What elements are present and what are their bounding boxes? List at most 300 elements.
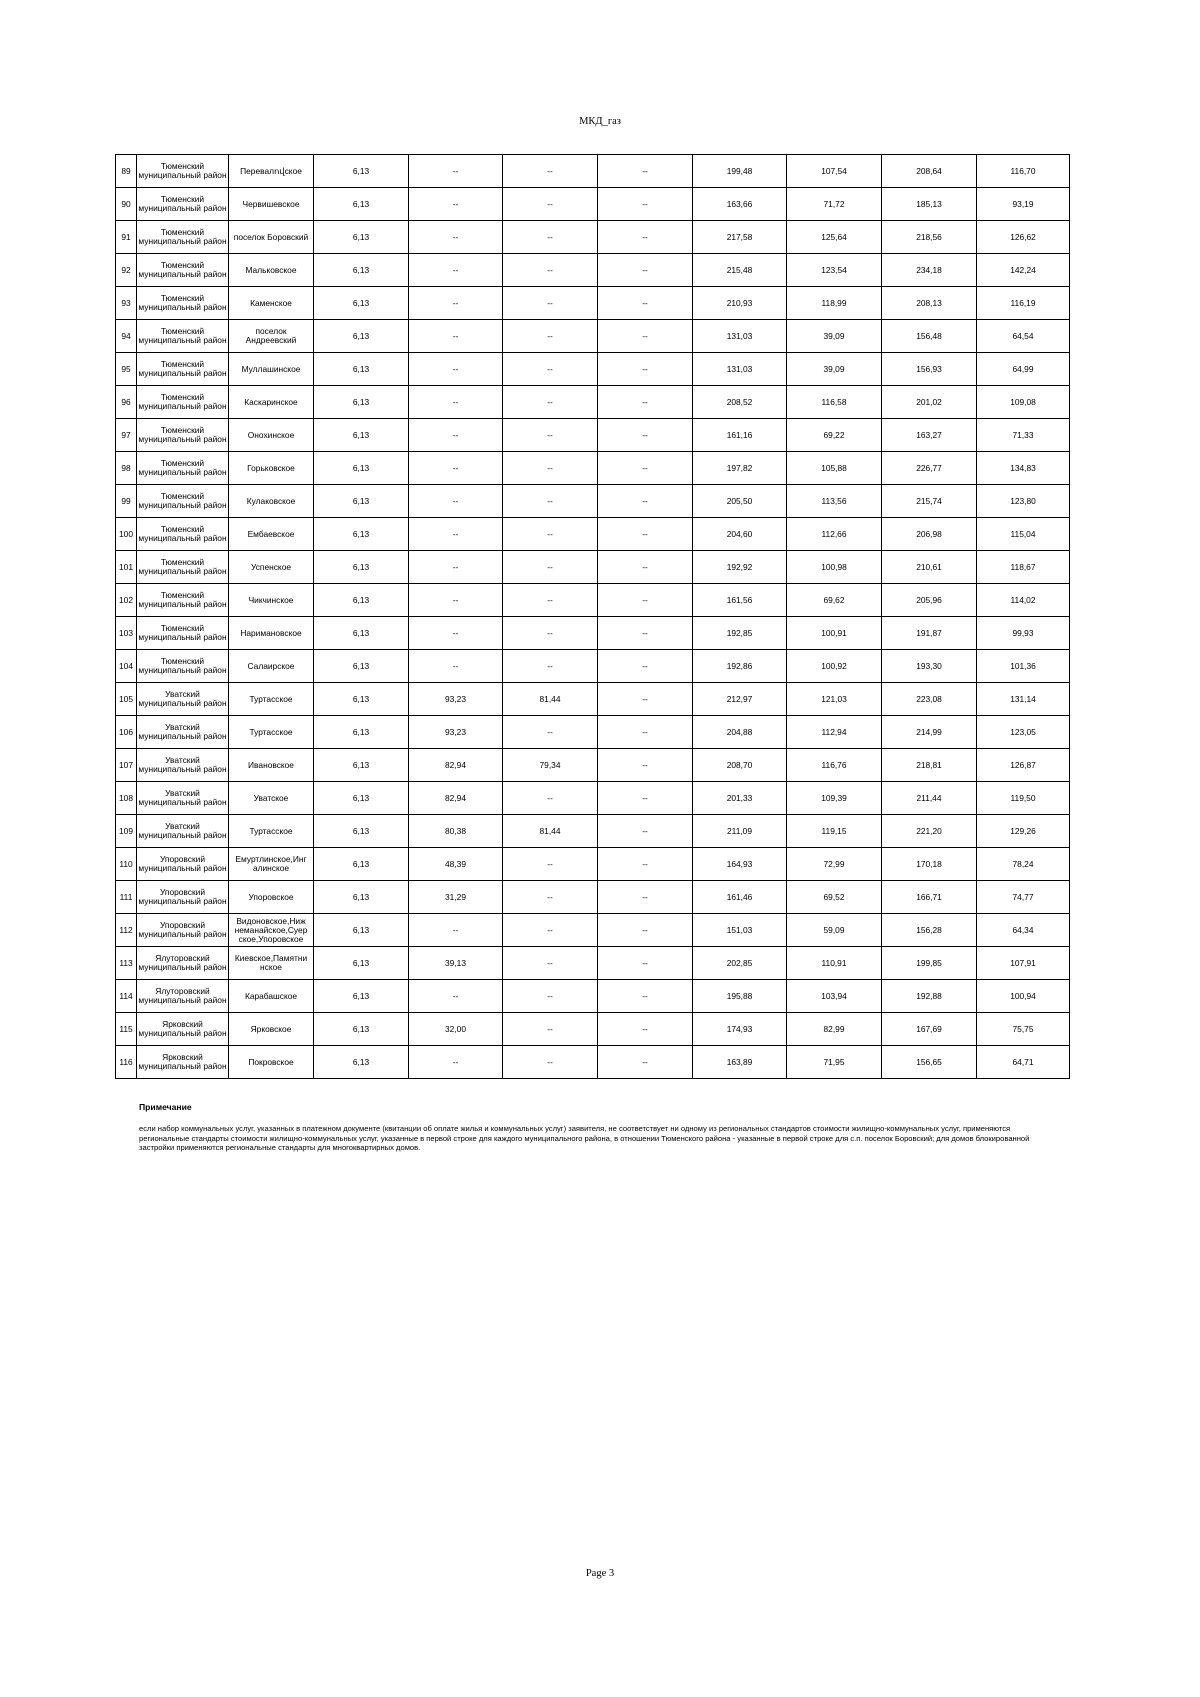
value-cell: -- [598, 353, 693, 386]
value-cell: 81,44 [503, 815, 598, 848]
value-cell: -- [598, 617, 693, 650]
value-cell: 100,92 [787, 650, 882, 683]
value-cell: -- [598, 1046, 693, 1079]
value-cell: 69,62 [787, 584, 882, 617]
district-cell: Тюменский муниципальный район [137, 353, 229, 386]
value-cell: -- [503, 485, 598, 518]
value-cell: 163,66 [693, 188, 787, 221]
district-cell: Тюменский муниципальный район [137, 551, 229, 584]
table-row [116, 155, 1070, 188]
value-cell: 6,13 [314, 287, 409, 320]
settlement-cell: Видоновское,Ниж неманайское,Суер ское,Упоровское [229, 914, 314, 947]
row-number: 102 [116, 584, 137, 617]
value-cell: -- [503, 848, 598, 881]
value-cell: -- [409, 386, 503, 419]
value-cell: -- [598, 782, 693, 815]
row-number: 101 [116, 551, 137, 584]
row-number: 113 [116, 947, 137, 980]
district-cell: Тюменский муниципальный район [137, 188, 229, 221]
value-cell: -- [409, 155, 503, 188]
row-number: 105 [116, 683, 137, 716]
row-number: 115 [116, 1013, 137, 1046]
value-cell: 79,34 [503, 749, 598, 782]
value-cell: 69,22 [787, 419, 882, 452]
value-cell: 6,13 [314, 815, 409, 848]
district-cell: Тюменский муниципальный район [137, 650, 229, 683]
value-cell: 6,13 [314, 254, 409, 287]
value-cell: 126,87 [977, 749, 1070, 782]
table-row [116, 1013, 1070, 1046]
district-cell: Упоровский муниципальный район [137, 848, 229, 881]
value-cell: 6,13 [314, 749, 409, 782]
value-cell: 129,26 [977, 815, 1070, 848]
value-cell: -- [598, 518, 693, 551]
value-cell: 205,50 [693, 485, 787, 518]
value-cell: 134,83 [977, 452, 1070, 485]
table-row [116, 221, 1070, 254]
value-cell: -- [409, 287, 503, 320]
value-cell: 100,98 [787, 551, 882, 584]
value-cell: 210,61 [882, 551, 977, 584]
value-cell: 109,08 [977, 386, 1070, 419]
settlement-cell: поселок Боровский [229, 221, 314, 254]
row-number: 93 [116, 287, 137, 320]
table-row [116, 254, 1070, 287]
value-cell: 59,09 [787, 914, 882, 947]
settlement-cell: Киевское,Памятни нское [229, 947, 314, 980]
value-cell: 201,02 [882, 386, 977, 419]
value-cell: -- [598, 551, 693, 584]
value-cell: 131,14 [977, 683, 1070, 716]
value-cell: 192,86 [693, 650, 787, 683]
table-row [116, 815, 1070, 848]
row-number: 109 [116, 815, 137, 848]
district-cell: Ялуторовский муниципальный район [137, 947, 229, 980]
settlement-cell: Ембаевское [229, 518, 314, 551]
settlement-cell: Уватское [229, 782, 314, 815]
value-cell: 199,85 [882, 947, 977, 980]
note-title: Примечание [139, 1102, 192, 1112]
value-cell: 123,05 [977, 716, 1070, 749]
value-cell: 6,13 [314, 188, 409, 221]
value-cell: 39,09 [787, 320, 882, 353]
table-row [116, 782, 1070, 815]
value-cell: -- [503, 386, 598, 419]
value-cell: 100,94 [977, 980, 1070, 1013]
row-number: 97 [116, 419, 137, 452]
settlement-cell: Емуртлинское,Инг алинское [229, 848, 314, 881]
settlement-cell: Каскаринское [229, 386, 314, 419]
settlement-cell: Перевалովское [229, 155, 314, 188]
value-cell: 6,13 [314, 485, 409, 518]
table-row [116, 287, 1070, 320]
value-cell: 6,13 [314, 881, 409, 914]
value-cell: 6,13 [314, 1013, 409, 1046]
table-row [116, 650, 1070, 683]
value-cell: 156,65 [882, 1046, 977, 1079]
table-row [116, 881, 1070, 914]
value-cell: -- [598, 254, 693, 287]
table-row [116, 848, 1070, 881]
settlement-cell: Мальковское [229, 254, 314, 287]
district-cell: Тюменский муниципальный район [137, 254, 229, 287]
value-cell: 217,58 [693, 221, 787, 254]
row-number: 89 [116, 155, 137, 188]
value-cell: 215,74 [882, 485, 977, 518]
value-cell: 107,54 [787, 155, 882, 188]
value-cell: 174,93 [693, 1013, 787, 1046]
table-row [116, 419, 1070, 452]
value-cell: -- [598, 320, 693, 353]
value-cell: 113,56 [787, 485, 882, 518]
value-cell: 6,13 [314, 782, 409, 815]
settlement-cell: Упоровское [229, 881, 314, 914]
value-cell: 6,13 [314, 617, 409, 650]
value-cell: -- [503, 287, 598, 320]
value-cell: 218,81 [882, 749, 977, 782]
value-cell: 234,18 [882, 254, 977, 287]
value-cell: -- [503, 716, 598, 749]
value-cell: 93,23 [409, 716, 503, 749]
district-cell: Уватский муниципальный район [137, 683, 229, 716]
table-row [116, 980, 1070, 1013]
page-number: Page 3 [585, 1568, 615, 1579]
value-cell: 107,91 [977, 947, 1070, 980]
row-number: 90 [116, 188, 137, 221]
value-cell: -- [503, 353, 598, 386]
district-cell: Ярковский муниципальный район [137, 1013, 229, 1046]
value-cell: -- [598, 716, 693, 749]
value-cell: -- [503, 980, 598, 1013]
value-cell: 161,16 [693, 419, 787, 452]
value-cell: -- [503, 188, 598, 221]
table-row [116, 551, 1070, 584]
value-cell: -- [598, 1013, 693, 1046]
value-cell: 210,93 [693, 287, 787, 320]
settlement-cell: Каменское [229, 287, 314, 320]
district-cell: Уватский муниципальный район [137, 749, 229, 782]
value-cell: 82,94 [409, 782, 503, 815]
value-cell: 82,94 [409, 749, 503, 782]
row-number: 106 [116, 716, 137, 749]
value-cell: -- [503, 155, 598, 188]
value-cell: 170,18 [882, 848, 977, 881]
value-cell: -- [503, 518, 598, 551]
value-cell: -- [598, 815, 693, 848]
row-number: 95 [116, 353, 137, 386]
value-cell: -- [409, 485, 503, 518]
row-number: 112 [116, 914, 137, 947]
settlement-cell: Кулаковское [229, 485, 314, 518]
row-number: 99 [116, 485, 137, 518]
value-cell: 161,46 [693, 881, 787, 914]
district-cell: Тюменский муниципальный район [137, 419, 229, 452]
row-number: 107 [116, 749, 137, 782]
value-cell: 6,13 [314, 947, 409, 980]
value-cell: -- [503, 881, 598, 914]
value-cell: 211,44 [882, 782, 977, 815]
value-cell: -- [598, 485, 693, 518]
row-number: 108 [116, 782, 137, 815]
value-cell: 6,13 [314, 980, 409, 1013]
value-cell: -- [503, 782, 598, 815]
settlement-cell: Ивановское [229, 749, 314, 782]
value-cell: 125,64 [787, 221, 882, 254]
value-cell: 75,75 [977, 1013, 1070, 1046]
value-cell: 156,93 [882, 353, 977, 386]
value-cell: 64,99 [977, 353, 1070, 386]
table-row [116, 485, 1070, 518]
value-cell: 192,88 [882, 980, 977, 1013]
value-cell: 206,98 [882, 518, 977, 551]
value-cell: 131,03 [693, 320, 787, 353]
value-cell: 6,13 [314, 155, 409, 188]
settlement-cell: Наримановское [229, 617, 314, 650]
value-cell: 118,99 [787, 287, 882, 320]
value-cell: 109,39 [787, 782, 882, 815]
district-cell: Упоровский муниципальный район [137, 914, 229, 947]
value-cell: 166,71 [882, 881, 977, 914]
value-cell: 48,39 [409, 848, 503, 881]
value-cell: 151,03 [693, 914, 787, 947]
value-cell: 105,88 [787, 452, 882, 485]
value-cell: 112,94 [787, 716, 882, 749]
value-cell: 78,24 [977, 848, 1070, 881]
value-cell: 112,66 [787, 518, 882, 551]
value-cell: -- [409, 617, 503, 650]
settlement-cell: Онохинское [229, 419, 314, 452]
value-cell: -- [503, 947, 598, 980]
value-cell: 126,62 [977, 221, 1070, 254]
table-row [116, 188, 1070, 221]
row-number: 116 [116, 1046, 137, 1079]
settlement-cell: Туртасское [229, 683, 314, 716]
value-cell: 156,48 [882, 320, 977, 353]
value-cell: 82,99 [787, 1013, 882, 1046]
value-cell: 6,13 [314, 683, 409, 716]
value-cell: 218,56 [882, 221, 977, 254]
value-cell: 205,96 [882, 584, 977, 617]
value-cell: 123,80 [977, 485, 1070, 518]
value-cell: 212,97 [693, 683, 787, 716]
district-cell: Тюменский муниципальный район [137, 452, 229, 485]
value-cell: 167,69 [882, 1013, 977, 1046]
value-cell: 204,60 [693, 518, 787, 551]
value-cell: -- [598, 881, 693, 914]
value-cell: -- [598, 749, 693, 782]
value-cell: -- [503, 221, 598, 254]
settlement-cell: Ярковское [229, 1013, 314, 1046]
value-cell: 6,13 [314, 419, 409, 452]
value-cell: 131,03 [693, 353, 787, 386]
value-cell: 119,15 [787, 815, 882, 848]
value-cell: 71,72 [787, 188, 882, 221]
value-cell: 193,30 [882, 650, 977, 683]
standards-table [115, 154, 1070, 1079]
settlement-cell: Туртасское [229, 716, 314, 749]
table-row [116, 1046, 1070, 1079]
value-cell: 123,54 [787, 254, 882, 287]
value-cell: 192,92 [693, 551, 787, 584]
district-cell: Тюменский муниципальный район [137, 485, 229, 518]
value-cell: -- [598, 287, 693, 320]
value-cell: 64,71 [977, 1046, 1070, 1079]
value-cell: 163,27 [882, 419, 977, 452]
table-row [116, 353, 1070, 386]
value-cell: 214,99 [882, 716, 977, 749]
district-cell: Тюменский муниципальный район [137, 617, 229, 650]
row-number: 92 [116, 254, 137, 287]
value-cell: -- [598, 947, 693, 980]
value-cell: 6,13 [314, 650, 409, 683]
row-number: 91 [116, 221, 137, 254]
table-row [116, 947, 1070, 980]
value-cell: 164,93 [693, 848, 787, 881]
value-cell: 208,52 [693, 386, 787, 419]
value-cell: -- [598, 155, 693, 188]
settlement-cell: Покровское [229, 1046, 314, 1079]
value-cell: 199,48 [693, 155, 787, 188]
row-number: 96 [116, 386, 137, 419]
value-cell: 93,23 [409, 683, 503, 716]
value-cell: 110,91 [787, 947, 882, 980]
value-cell: 6,13 [314, 221, 409, 254]
value-cell: 100,91 [787, 617, 882, 650]
value-cell: -- [598, 419, 693, 452]
value-cell: 74,77 [977, 881, 1070, 914]
value-cell: -- [409, 221, 503, 254]
value-cell: -- [503, 320, 598, 353]
note-text: если набор коммунальных услуг, указанных в платежном документе (квитанции об оплате жилья и коммунальных услуг) заявителя, не соответствует ни одному из региональных стандартов стоимости жилищно-коммунальных услуг, применяются региональные стандарты стоимости жилищно-коммунальных услуг, указанные в первой строке для каждого муниципального района, в отношении Тюменского района - указанные в первой строке для с.п. поселок Боровский; для домов блокированной застройки применяются региональные стандарты для многоквартирных домов. [139, 1124, 1030, 1153]
district-cell: Ялуторовский муниципальный район [137, 980, 229, 1013]
value-cell: 81,44 [503, 683, 598, 716]
value-cell: -- [598, 584, 693, 617]
value-cell: 6,13 [314, 551, 409, 584]
value-cell: 69,52 [787, 881, 882, 914]
value-cell: 103,94 [787, 980, 882, 1013]
value-cell: 163,89 [693, 1046, 787, 1079]
settlement-cell: Успенское [229, 551, 314, 584]
table-row [116, 716, 1070, 749]
settlement-cell: Горьковское [229, 452, 314, 485]
value-cell: -- [503, 551, 598, 584]
settlement-cell: Чикчинское [229, 584, 314, 617]
value-cell: 6,13 [314, 584, 409, 617]
table-body [116, 155, 1070, 1079]
value-cell: 72,99 [787, 848, 882, 881]
value-cell: -- [598, 683, 693, 716]
value-cell: 226,77 [882, 452, 977, 485]
row-number: 98 [116, 452, 137, 485]
value-cell: 202,85 [693, 947, 787, 980]
value-cell: 6,13 [314, 386, 409, 419]
district-cell: Уватский муниципальный район [137, 716, 229, 749]
district-cell: Упоровский муниципальный район [137, 881, 229, 914]
district-cell: Уватский муниципальный район [137, 815, 229, 848]
value-cell: 195,88 [693, 980, 787, 1013]
value-cell: 161,56 [693, 584, 787, 617]
value-cell: 116,19 [977, 287, 1070, 320]
value-cell: 201,33 [693, 782, 787, 815]
value-cell: 93,19 [977, 188, 1070, 221]
value-cell: -- [409, 452, 503, 485]
value-cell: 115,04 [977, 518, 1070, 551]
value-cell: -- [409, 584, 503, 617]
table-row [116, 749, 1070, 782]
row-number: 100 [116, 518, 137, 551]
value-cell: 114,02 [977, 584, 1070, 617]
value-cell: 118,67 [977, 551, 1070, 584]
value-cell: 119,50 [977, 782, 1070, 815]
value-cell: -- [409, 914, 503, 947]
value-cell: 6,13 [314, 518, 409, 551]
value-cell: -- [598, 650, 693, 683]
value-cell: 197,82 [693, 452, 787, 485]
value-cell: 64,34 [977, 914, 1070, 947]
value-cell: 156,28 [882, 914, 977, 947]
value-cell: 101,36 [977, 650, 1070, 683]
value-cell: -- [409, 518, 503, 551]
value-cell: 121,03 [787, 683, 882, 716]
value-cell: -- [409, 980, 503, 1013]
value-cell: 185,13 [882, 188, 977, 221]
value-cell: -- [503, 1046, 598, 1079]
value-cell: -- [598, 848, 693, 881]
value-cell: 64,54 [977, 320, 1070, 353]
value-cell: -- [409, 188, 503, 221]
value-cell: -- [598, 386, 693, 419]
value-cell: 6,13 [314, 848, 409, 881]
table-row [116, 452, 1070, 485]
value-cell: -- [503, 452, 598, 485]
value-cell: 6,13 [314, 320, 409, 353]
value-cell: -- [409, 1046, 503, 1079]
value-cell: 211,09 [693, 815, 787, 848]
district-cell: Уватский муниципальный район [137, 782, 229, 815]
value-cell: 204,88 [693, 716, 787, 749]
value-cell: 116,58 [787, 386, 882, 419]
value-cell: -- [409, 320, 503, 353]
row-number: 111 [116, 881, 137, 914]
row-number: 94 [116, 320, 137, 353]
value-cell: 80,38 [409, 815, 503, 848]
value-cell: 192,85 [693, 617, 787, 650]
value-cell: 6,13 [314, 914, 409, 947]
settlement-cell: Муллашинское [229, 353, 314, 386]
value-cell: 215,48 [693, 254, 787, 287]
value-cell: -- [503, 419, 598, 452]
value-cell: -- [598, 914, 693, 947]
value-cell: -- [503, 650, 598, 683]
value-cell: 142,24 [977, 254, 1070, 287]
value-cell: 208,64 [882, 155, 977, 188]
row-number: 103 [116, 617, 137, 650]
district-cell: Тюменский муниципальный район [137, 386, 229, 419]
table-row [116, 617, 1070, 650]
value-cell: -- [409, 551, 503, 584]
value-cell: 191,87 [882, 617, 977, 650]
value-cell: 6,13 [314, 716, 409, 749]
value-cell: -- [409, 650, 503, 683]
settlement-cell: Карабашское [229, 980, 314, 1013]
value-cell: -- [598, 980, 693, 1013]
value-cell: 31,29 [409, 881, 503, 914]
value-cell: -- [598, 452, 693, 485]
value-cell: 71,33 [977, 419, 1070, 452]
value-cell: -- [503, 1013, 598, 1046]
value-cell: 208,13 [882, 287, 977, 320]
settlement-cell: поселок Андреевский [229, 320, 314, 353]
